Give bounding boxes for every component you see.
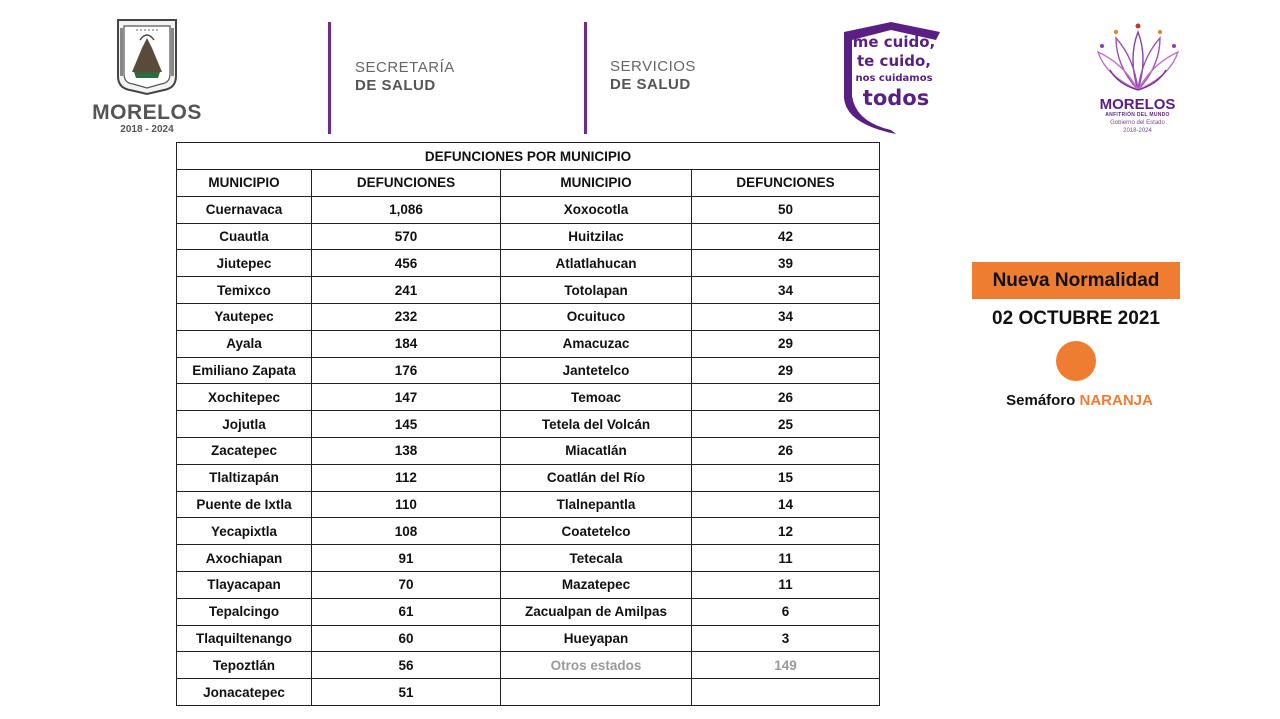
table-row xyxy=(177,223,880,250)
municipio-cell: Yautepec xyxy=(177,303,312,330)
defunciones-cell: 176 xyxy=(312,357,501,384)
table-row xyxy=(177,518,880,545)
column-header-defunciones: DEFUNCIONES xyxy=(692,170,880,197)
table-row xyxy=(177,250,880,277)
table-title: DEFUNCIONES POR MUNICIPIO xyxy=(177,143,880,170)
municipio-cell: Atlatlahucan xyxy=(501,250,692,277)
defunciones-cell: 70 xyxy=(312,571,501,598)
municipio-cell: Tlayacapan xyxy=(177,571,312,598)
defunciones-cell: 147 xyxy=(312,384,501,411)
table-row xyxy=(177,464,880,491)
municipio-cell: Cuautla xyxy=(177,223,312,250)
municipio-cell: Hueyapan xyxy=(501,625,692,652)
otros-estados-value-cell: 149 xyxy=(692,652,880,679)
dept1-line2: DE SALUD xyxy=(355,77,436,94)
table-row xyxy=(177,303,880,330)
logo-subtitle: ANFITRIÓN DEL MUNDO xyxy=(1105,112,1170,118)
table-row xyxy=(177,625,880,652)
defunciones-cell: 60 xyxy=(312,625,501,652)
defunciones-cell: 91 xyxy=(312,545,501,572)
semaforo-level: NARANJA xyxy=(1079,392,1153,409)
table-row xyxy=(177,357,880,384)
defunciones-cell: 456 xyxy=(312,250,501,277)
municipio-cell: Yecapixtla xyxy=(177,518,312,545)
defunciones-cell: 15 xyxy=(692,464,880,491)
defunciones-cell: 26 xyxy=(692,437,880,464)
otros-estados-cell: Otros estados xyxy=(501,652,692,679)
defunciones-cell: 39 xyxy=(692,250,880,277)
table-row xyxy=(177,652,880,679)
table-row xyxy=(177,437,880,464)
seal-years: 2018 - 2024 xyxy=(120,124,174,135)
empty-cell xyxy=(692,679,880,706)
dept2-line2: DE SALUD xyxy=(610,76,691,93)
municipio-cell: Tlaquiltenango xyxy=(177,625,312,652)
defunciones-cell: 25 xyxy=(692,411,880,438)
nueva-normalidad-banner: Nueva Normalidad xyxy=(972,262,1180,299)
municipio-cell: Jonacatepec xyxy=(177,679,312,706)
municipio-cell: Jojutla xyxy=(177,411,312,438)
table-row xyxy=(177,598,880,625)
semaforo-status xyxy=(972,392,1187,409)
column-header-municipio: MUNICIPIO xyxy=(177,170,312,197)
defunciones-cell: 12 xyxy=(692,518,880,545)
report-date: 02 OCTUBRE 2021 xyxy=(992,308,1160,329)
municipio-cell: Tepalcingo xyxy=(177,598,312,625)
defunciones-cell: 34 xyxy=(692,277,880,304)
defunciones-cell: 56 xyxy=(312,652,501,679)
dept1-line1: SECRETARÍA xyxy=(355,59,455,76)
logo-years: 2018-2024 xyxy=(1123,128,1152,134)
table-row xyxy=(177,545,880,572)
semaforo-label: Semáforo xyxy=(1006,392,1076,409)
defunciones-cell: 29 xyxy=(692,357,880,384)
defunciones-cell: 570 xyxy=(312,223,501,250)
empty-cell xyxy=(501,679,692,706)
municipio-cell: Xochitepec xyxy=(177,384,312,411)
municipio-cell: Tetecala xyxy=(501,545,692,572)
logo-gov: Gobierno del Estado xyxy=(1110,120,1165,126)
defunciones-cell: 1,086 xyxy=(312,196,501,223)
defunciones-cell: 14 xyxy=(692,491,880,518)
defunciones-cell: 34 xyxy=(692,303,880,330)
municipio-cell: Totolapan xyxy=(501,277,692,304)
municipio-cell: Tetela del Volcán xyxy=(501,411,692,438)
defunciones-cell: 108 xyxy=(312,518,501,545)
municipio-cell: Mazatepec xyxy=(501,571,692,598)
campaign-line2: te cuido, xyxy=(856,52,932,70)
municipio-cell: Jiutepec xyxy=(177,250,312,277)
defunciones-cell: 3 xyxy=(692,625,880,652)
defunciones-cell: 138 xyxy=(312,437,501,464)
table-row xyxy=(177,571,880,598)
municipio-cell: Coatlán del Río xyxy=(501,464,692,491)
municipio-cell: Emiliano Zapata xyxy=(177,357,312,384)
table-row xyxy=(177,679,880,706)
defunciones-cell: 61 xyxy=(312,598,501,625)
table-row xyxy=(177,411,880,438)
table-row xyxy=(177,196,880,223)
defunciones-cell: 232 xyxy=(312,303,501,330)
defunciones-cell: 112 xyxy=(312,464,501,491)
municipio-cell: Huitzilac xyxy=(501,223,692,250)
table-row xyxy=(177,277,880,304)
municipio-cell: Temixco xyxy=(177,277,312,304)
municipio-cell: Axochiapan xyxy=(177,545,312,572)
defunciones-cell: 6 xyxy=(692,598,880,625)
defunciones-cell: 50 xyxy=(692,196,880,223)
column-header-defunciones: DEFUNCIONES xyxy=(312,170,501,197)
municipio-cell: Cuernavaca xyxy=(177,196,312,223)
defunciones-cell: 51 xyxy=(312,679,501,706)
municipio-cell: Ocuituco xyxy=(501,303,692,330)
campaign-line4: todos xyxy=(862,86,930,110)
municipio-cell: Ayala xyxy=(177,330,312,357)
logo-title: MORELOS xyxy=(1099,96,1176,113)
header-divider xyxy=(584,22,587,134)
municipio-cell: Zacatepec xyxy=(177,437,312,464)
municipio-cell: Xoxocotla xyxy=(501,196,692,223)
municipio-cell: Tepoztlán xyxy=(177,652,312,679)
defunciones-cell: 110 xyxy=(312,491,501,518)
dept2-line1: SERVICIOS xyxy=(610,58,696,75)
municipio-cell: Amacuzac xyxy=(501,330,692,357)
defunciones-cell: 11 xyxy=(692,571,880,598)
defunciones-cell: 42 xyxy=(692,223,880,250)
morelos-seal-logo xyxy=(112,18,182,96)
defunciones-cell: 29 xyxy=(692,330,880,357)
municipio-cell: Tlalnepantla xyxy=(501,491,692,518)
municipio-cell: Miacatlán xyxy=(501,437,692,464)
municipio-cell: Jantetelco xyxy=(501,357,692,384)
header-divider xyxy=(328,22,331,134)
municipio-cell: Zacualpan de Amilpas xyxy=(501,598,692,625)
defunciones-cell: 26 xyxy=(692,384,880,411)
defunciones-cell: 145 xyxy=(312,411,501,438)
municipio-cell: Coatetelco xyxy=(501,518,692,545)
servicios-salud-label xyxy=(610,58,696,94)
campaign-line3: nos cuidamos xyxy=(855,73,933,84)
table-row xyxy=(177,384,880,411)
defunciones-cell: 11 xyxy=(692,545,880,572)
campaign-line1: me cuido, xyxy=(852,33,936,51)
secretaria-salud-label xyxy=(355,59,455,95)
municipio-cell: Temoac xyxy=(501,384,692,411)
deaths-by-municipality-table xyxy=(176,142,880,706)
defunciones-cell: 184 xyxy=(312,330,501,357)
defunciones-cell: 241 xyxy=(312,277,501,304)
column-header-municipio: MUNICIPIO xyxy=(501,170,692,197)
table-row xyxy=(177,330,880,357)
table-row xyxy=(177,491,880,518)
morelos-lotus-logo xyxy=(1088,18,1188,98)
municipio-cell: Puente de Ixtla xyxy=(177,491,312,518)
municipio-cell: Tlaltizapán xyxy=(177,464,312,491)
semaforo-orange-dot-icon xyxy=(1056,341,1096,381)
seal-name: MORELOS xyxy=(92,101,202,124)
